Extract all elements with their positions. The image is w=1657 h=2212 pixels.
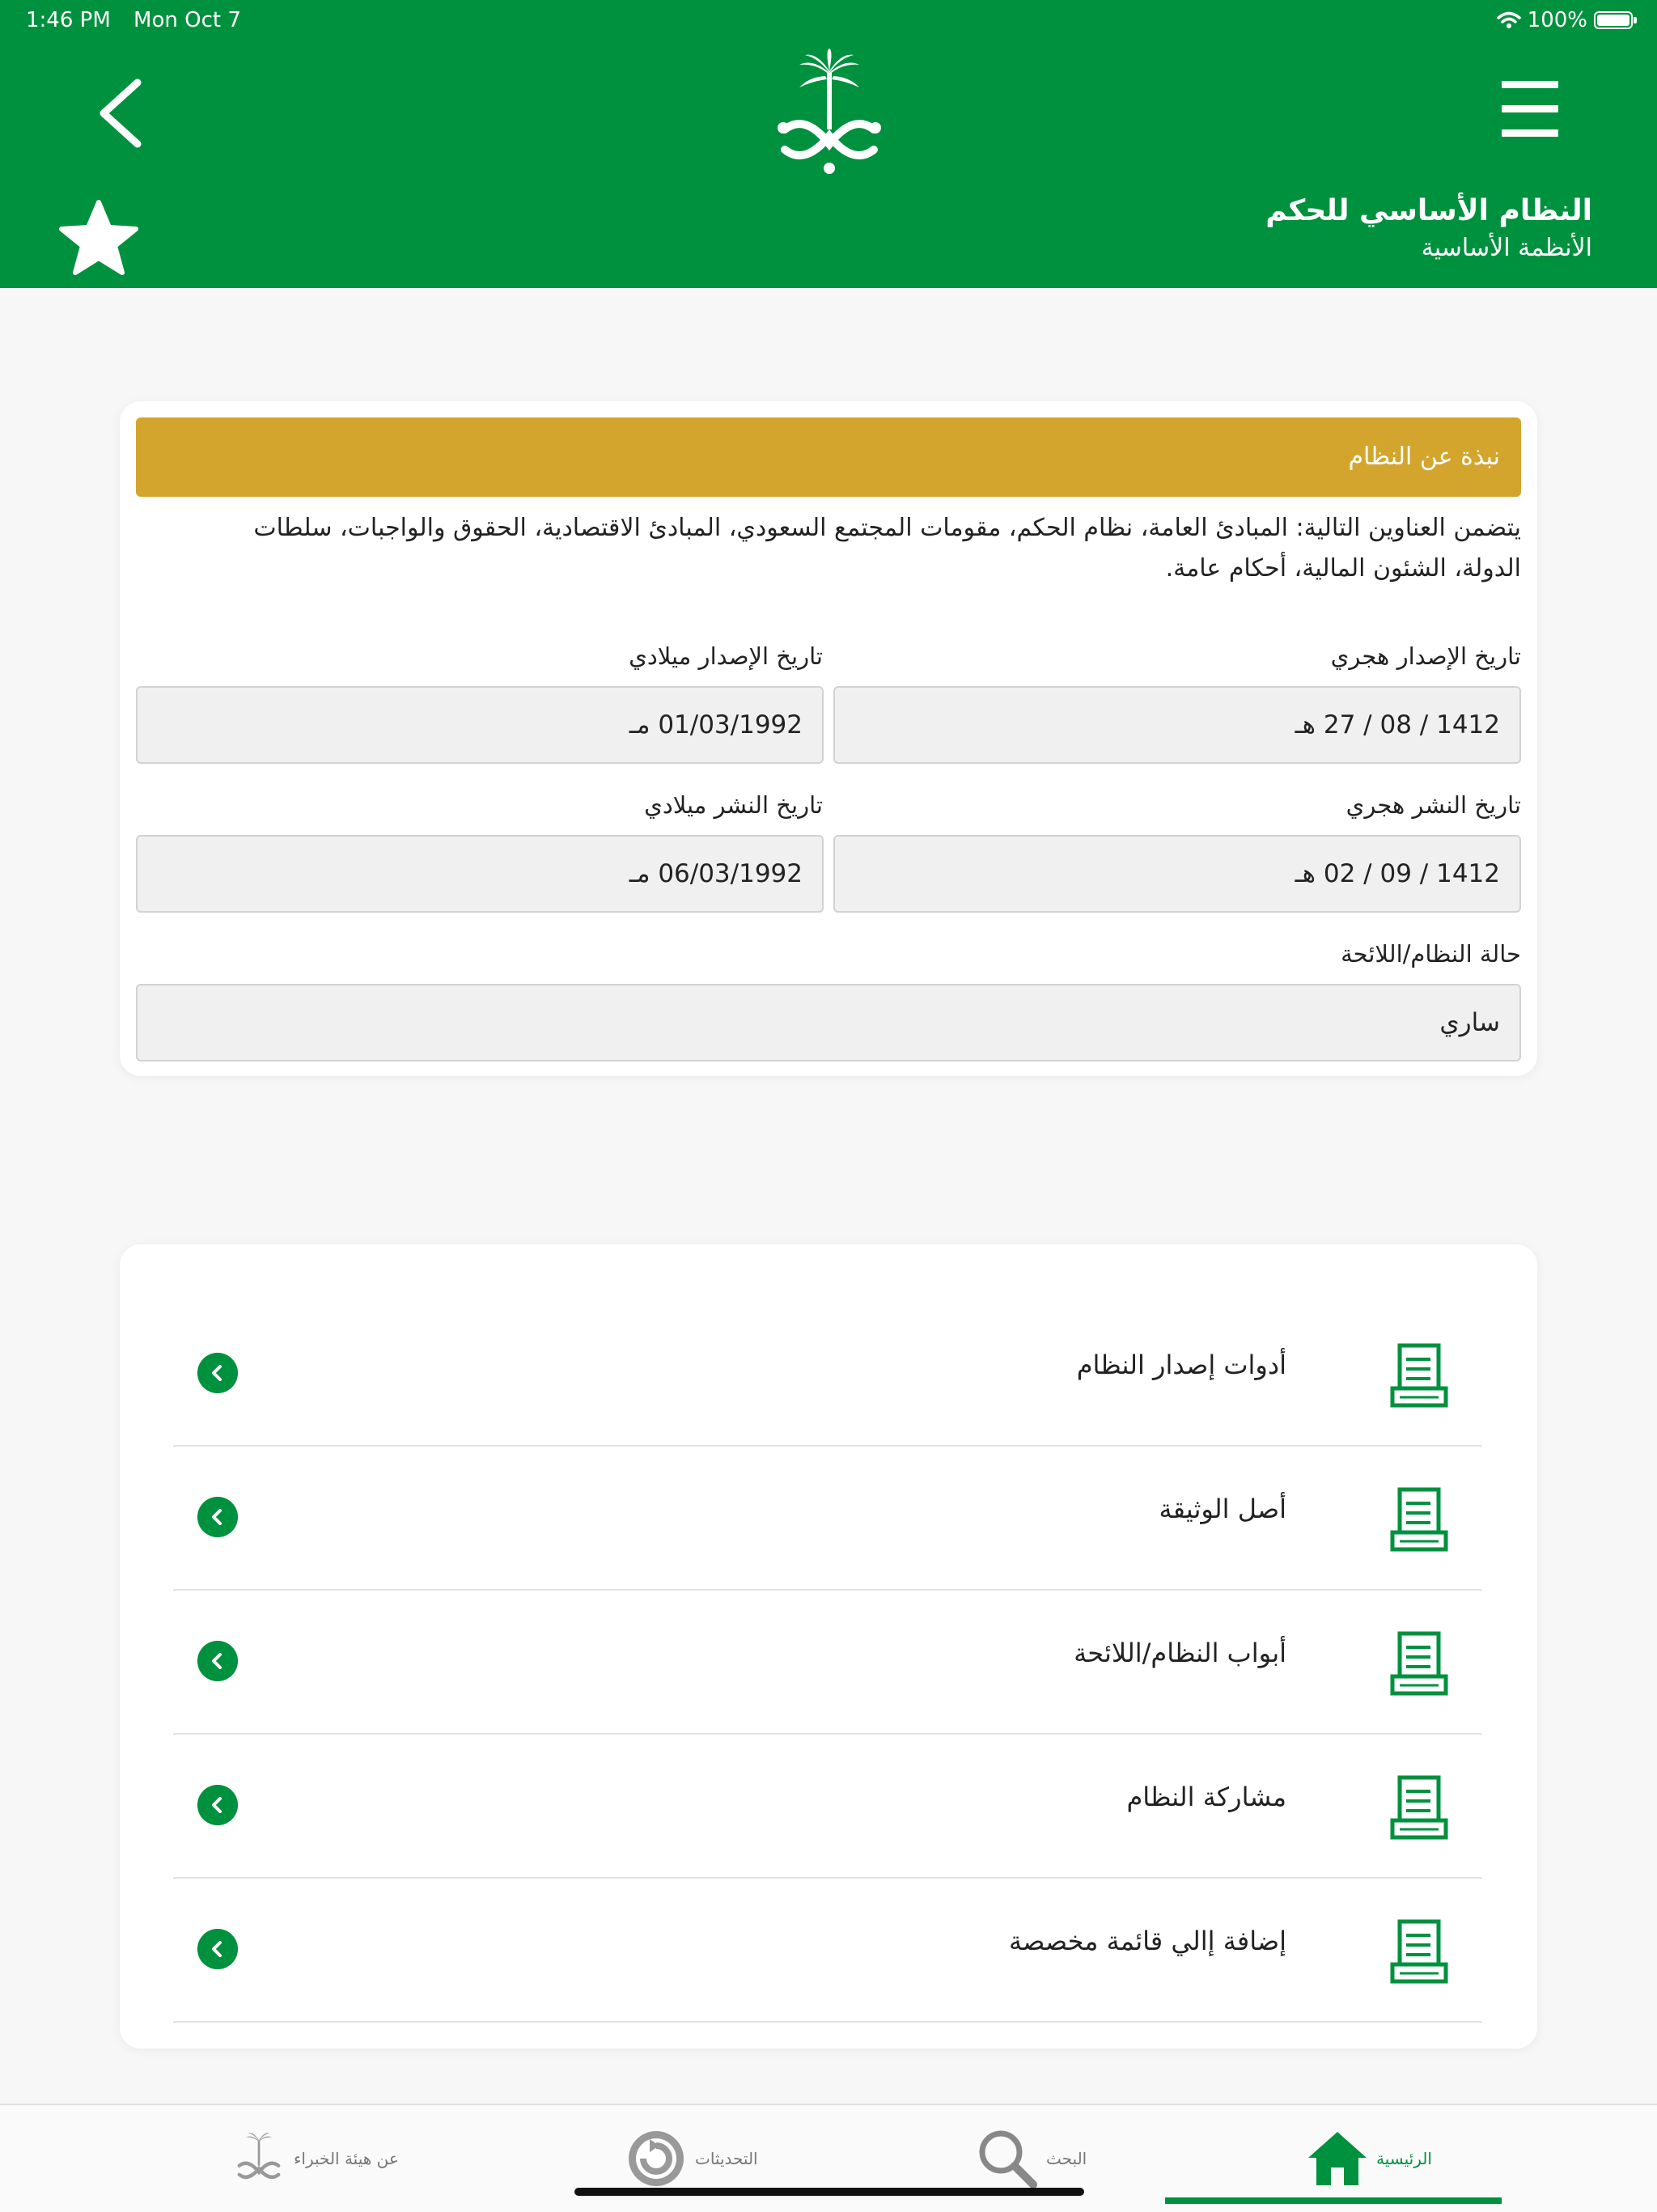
- document-icon: [1390, 1343, 1448, 1408]
- battery-percent: 100%: [1527, 8, 1587, 32]
- chevron-left-icon[interactable]: [197, 1497, 238, 1537]
- tab-home-label: الرئيسية: [1376, 2149, 1432, 2168]
- action-row-share[interactable]: [173, 1733, 1482, 1879]
- action-row-chapters[interactable]: [173, 1589, 1482, 1735]
- chevron-left-icon[interactable]: [197, 1353, 238, 1393]
- active-tab-indicator: [1165, 2197, 1502, 2204]
- tab-home[interactable]: [1307, 2105, 1432, 2212]
- action-label: أصل الوثيقة: [1159, 1494, 1286, 1524]
- saudi-emblem-logo: [769, 49, 890, 178]
- tab-about[interactable]: [232, 2105, 399, 2212]
- chevron-left-icon[interactable]: [197, 1929, 238, 1969]
- favorite-star-icon[interactable]: [58, 198, 139, 279]
- page-subtitle: الأنظمة الأساسية: [1421, 234, 1592, 262]
- chevron-left-icon[interactable]: [197, 1641, 238, 1681]
- tab-search-label: البحث: [1046, 2149, 1087, 2168]
- action-label: مشاركة النظام: [1126, 1782, 1286, 1812]
- action-row-original-document[interactable]: [173, 1445, 1482, 1591]
- publish-hijri-label: تاريخ النشر هجري: [1346, 791, 1521, 819]
- about-card: [120, 401, 1537, 1076]
- tab-search[interactable]: [977, 2105, 1087, 2212]
- about-description: يتضمن العناوين التالية: المبادئ العامة، نظام الحكم، مقومات المجتمع السعودي، المبادئ الاقتصادية، الحقوق والواجبات، سلطات الدولة، الشئون المالية، أحكام عامة.: [253, 514, 1521, 583]
- search-icon: [977, 2128, 1038, 2189]
- action-label: أبواب النظام/اللائحة: [1074, 1638, 1286, 1668]
- issue-hijri-field: 1412 / 08 / 27 هـ: [833, 686, 1521, 764]
- publish-gregorian-label: تاريخ النشر ميلادي: [644, 791, 823, 819]
- page-title: النظام الأساسي للحكم: [1265, 194, 1592, 227]
- status-label: حالة النظام/اللائحة: [1341, 940, 1521, 968]
- emblem-icon: [232, 2128, 286, 2189]
- actions-card: [120, 1244, 1537, 2049]
- page-title-block: [1265, 194, 1592, 262]
- refresh-icon: [625, 2128, 687, 2189]
- action-row-add-to-list[interactable]: [173, 1877, 1482, 2023]
- wifi-icon: [1497, 11, 1521, 29]
- publish-hijri-field: 1412 / 09 / 02 هـ: [833, 835, 1521, 913]
- home-indicator: [574, 2188, 1084, 2196]
- battery-icon: [1594, 11, 1633, 29]
- status-bar-right: [1497, 8, 1633, 32]
- action-row-issue-tools[interactable]: [173, 1301, 1482, 1447]
- status-time: 1:46 PM: [26, 8, 111, 32]
- tab-updates-label: التحديثات: [695, 2149, 758, 2168]
- status-date: Mon Oct 7: [133, 8, 241, 32]
- issue-hijri-label: تاريخ الإصدار هجري: [1330, 642, 1521, 670]
- about-heading: نبذة عن النظام: [136, 417, 1521, 497]
- action-label: إضافة إالي قائمة مخصصة: [1008, 1926, 1286, 1956]
- publish-gregorian-field: 06/03/1992 مـ: [136, 835, 824, 913]
- document-icon: [1390, 1775, 1448, 1840]
- tab-about-label: عن هيئة الخبراء: [294, 2149, 399, 2168]
- tab-updates[interactable]: [625, 2105, 758, 2212]
- document-icon: [1390, 1919, 1448, 1984]
- status-field: ساري: [136, 984, 1521, 1062]
- app-header: [0, 0, 1657, 288]
- document-icon: [1390, 1631, 1448, 1696]
- issue-gregorian-label: تاريخ الإصدار ميلادي: [629, 642, 823, 670]
- home-icon: [1307, 2130, 1368, 2187]
- hamburger-menu-icon[interactable]: [1502, 81, 1558, 138]
- chevron-left-icon[interactable]: [197, 1785, 238, 1825]
- back-chevron-icon[interactable]: [89, 73, 154, 154]
- action-label: أدوات إصدار النظام: [1076, 1350, 1286, 1380]
- status-bar-time: [26, 8, 257, 32]
- issue-gregorian-field: 01/03/1992 مـ: [136, 686, 824, 764]
- document-icon: [1390, 1487, 1448, 1552]
